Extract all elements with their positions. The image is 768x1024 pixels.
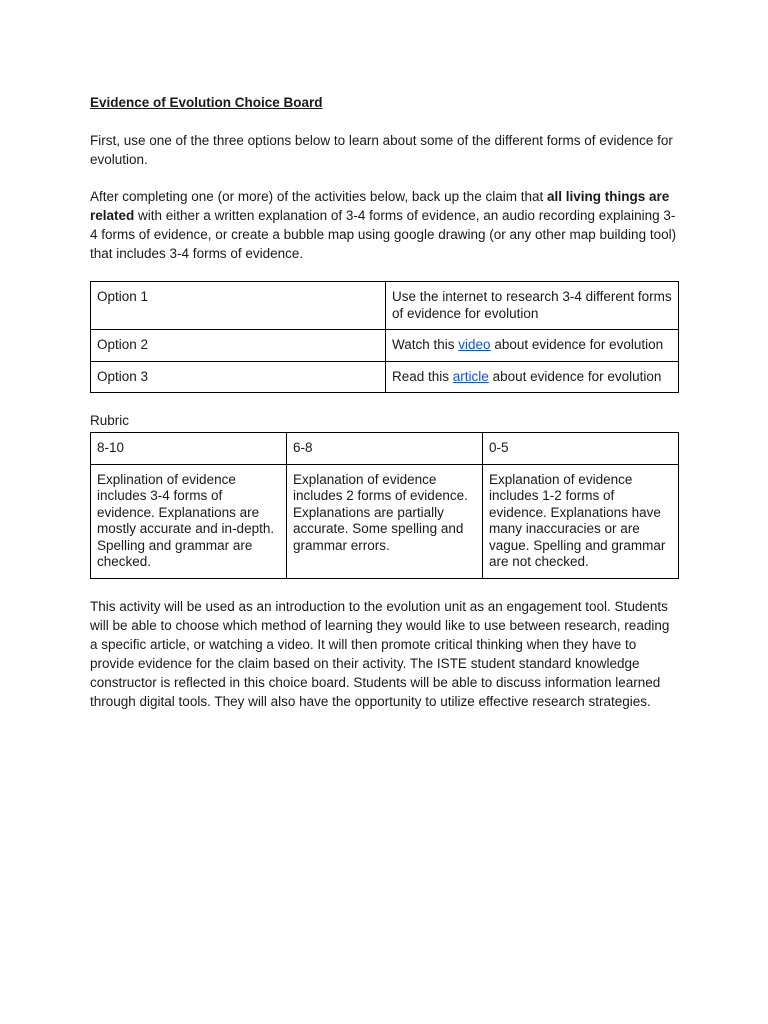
- intro-paragraph: First, use one of the three options below to learn about some of the different forms of evidence for evolution.: [90, 133, 673, 167]
- rubric-header-cell: 8-10: [91, 433, 287, 465]
- rubric-description-cell: Explination of evidence includes 3-4 forms of evidence. Explanations are mostly accurate and in-depth. Spelling and grammar are checked.: [91, 464, 287, 578]
- option-text: Use the internet to research 3-4 different forms of evidence for evolution: [392, 289, 672, 321]
- table-row: [91, 361, 679, 393]
- article-link[interactable]: article: [452, 368, 489, 384]
- claim-paragraph: [90, 187, 680, 263]
- rubric-label: Rubric: [90, 413, 130, 428]
- option-description: [386, 282, 679, 330]
- table-row: [91, 330, 679, 362]
- document-page: [90, 93, 680, 711]
- rubric-header-cell: 6-8: [287, 433, 483, 465]
- option-text-before: Read this: [392, 368, 453, 384]
- option-text-after: about evidence for evolution: [490, 337, 664, 352]
- table-row: [91, 282, 679, 330]
- claim-bold-text: all living things are related: [90, 189, 670, 223]
- document-title: Evidence of Evolution Choice Board: [90, 95, 323, 110]
- rubric-table: [90, 432, 679, 579]
- options-table: [90, 281, 679, 393]
- rubric-description-cell: Explanation of evidence includes 2 forms of evidence. Explanations are partially accurate. Some spelling and grammar errors.: [287, 464, 483, 578]
- option-text-after: about evidence for evolution: [488, 368, 662, 384]
- option-label: Option 3: [91, 361, 386, 393]
- claim-text-after: with either a written explanation of 3-4 forms of evidence, an audio recording explaining 3-4 forms of evidence, or create a bubble map using google drawing (or any other map building tool) that includes 3-4 forms of evidence.: [90, 208, 677, 261]
- rubric-header-cell: 0-5: [483, 433, 679, 465]
- option-description: [386, 330, 679, 362]
- option-text-before: Watch this: [392, 337, 459, 352]
- closing-paragraph: This activity will be used as an introduction to the evolution unit as an engagement tool. Students will be able to choose which method of learning they would like to use between research, reading a specific article, or watching a video. It will then promote critical thinking when they have to provide evidence for the claim based on their activity. The ISTE student standard knowledge constructor is reflected in this choice board. Students will be able to discuss information learned through digital tools. They will also have the opportunity to utilize effective research strategies.: [90, 598, 670, 709]
- claim-text-before: After completing one (or more) of the activities below, back up the claim that: [90, 189, 547, 204]
- option-label: Option 1: [91, 282, 386, 330]
- rubric-description-cell: Explanation of evidence includes 1-2 forms of evidence. Explanations have many inaccuracies or are vague. Spelling and grammar are not checked.: [483, 464, 679, 578]
- table-row: [91, 433, 679, 465]
- video-link[interactable]: video: [458, 337, 491, 352]
- option-description: [386, 361, 679, 393]
- table-row: [91, 464, 679, 578]
- option-label: Option 2: [91, 330, 386, 362]
